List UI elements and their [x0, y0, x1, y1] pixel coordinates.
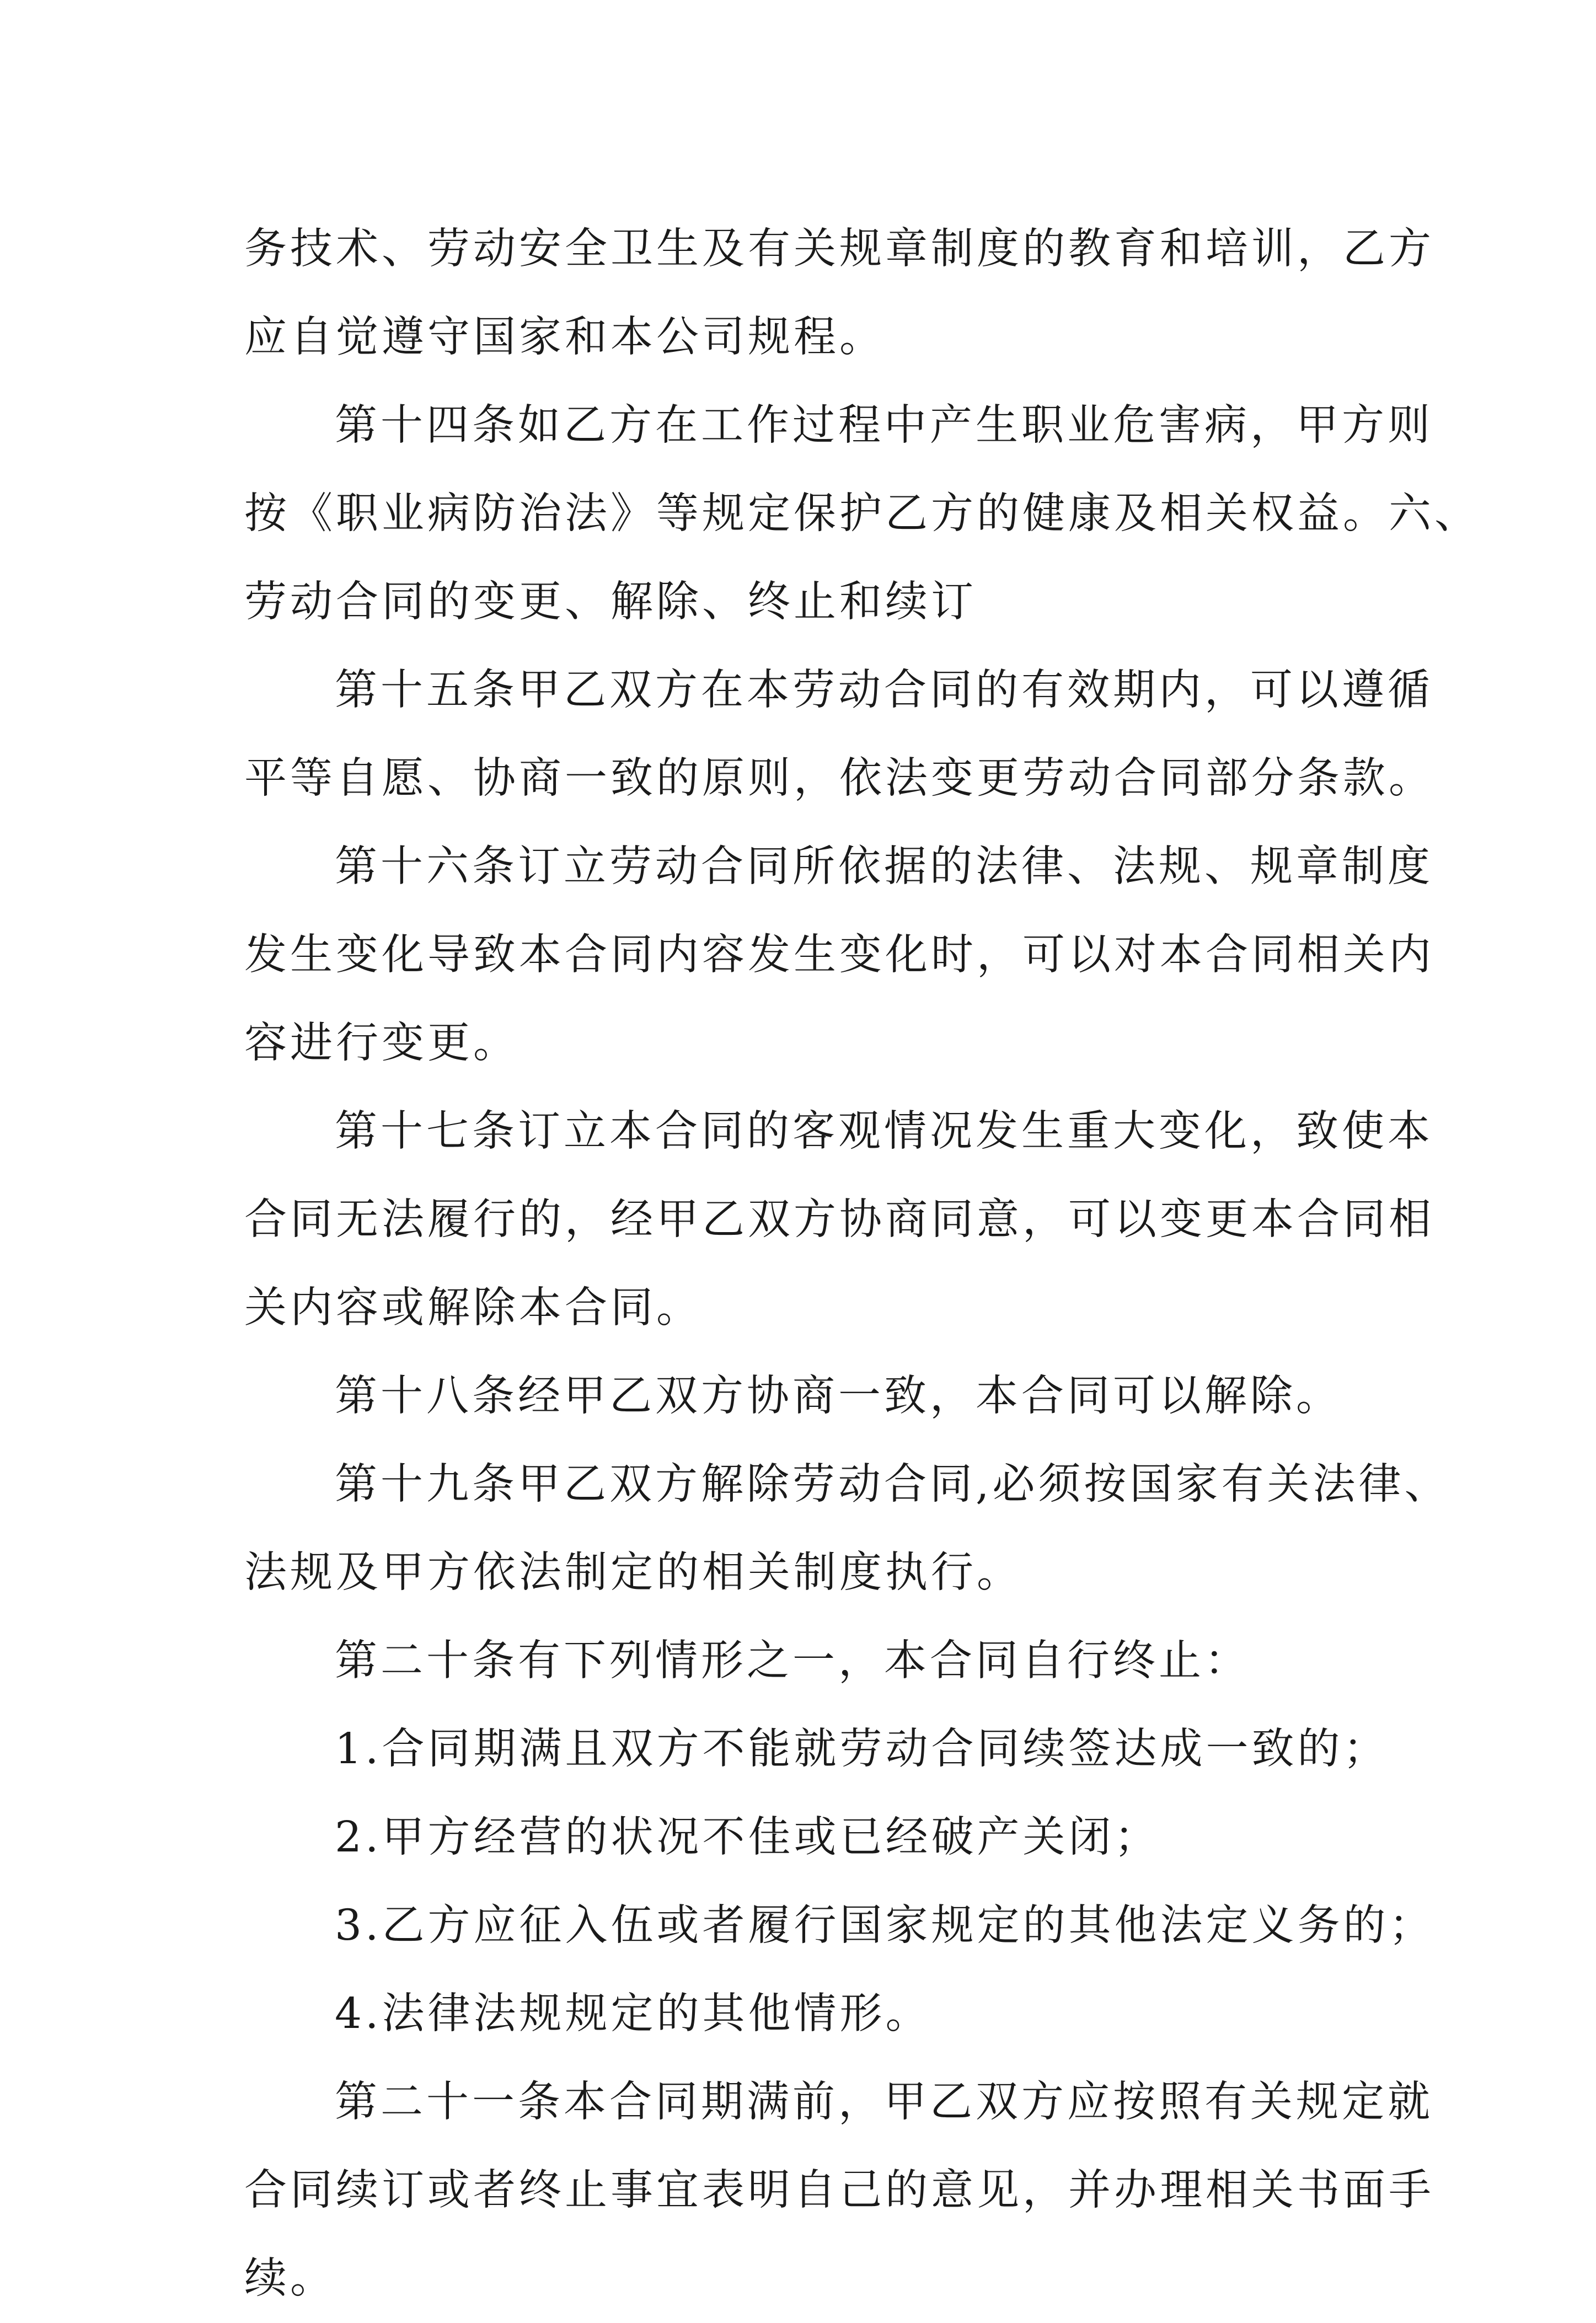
list-item: 1.合同期满且双方不能就劳动合同续签达成一致的； [335, 1725, 1389, 1774]
document-body [244, 205, 1480, 2323]
section-heading-line: 劳动合同的变更、解除、终止和续订 [244, 577, 977, 627]
list-item: 3.乙方应征入伍或者履行国家规定的其他法定义务的； [335, 1901, 1435, 1950]
text-line: 应自觉遵守国家和本公司规程。 [244, 313, 885, 362]
text-line: 第十六条订立劳动合同所依据的法律、法规、规章制度 [335, 842, 1433, 891]
text-line: 法规及甲方依法制定的相关制度执行。 [244, 1548, 1022, 1597]
list-item: 4.法律法规规定的其他情形。 [335, 1989, 931, 2038]
text-line: 第十五条甲乙双方在本劳动合同的有效期内，可以遵循 [335, 666, 1433, 715]
text-line: 第二十一条本合同期满前，甲乙双方应按照有关规定就 [335, 2078, 1433, 2127]
text-line: 务技术、劳动安全卫生及有关规章制度的教育和培训，乙方 [244, 224, 1434, 274]
text-line: 发生变化导致本合同内容发生变化时，可以对本合同相关内 [244, 930, 1434, 979]
text-line: 关内容或解除本合同。 [244, 1283, 702, 1332]
text-line: 容进行变更。 [244, 1019, 519, 1068]
text-line: 合同续订或者终止事宜表明自己的意见，并办理相关书面手 [244, 2166, 1434, 2215]
text-line: 第十八条经甲乙双方协商一致，本合同可以解除。 [335, 1372, 1342, 1421]
text-line: 第十七条订立本合同的客观情况发生重大变化，致使本 [335, 1107, 1433, 1156]
text-line: 第二十条有下列情形之一，本合同自行终止： [335, 1636, 1250, 1685]
text-line: 合同无法履行的，经甲乙双方协商同意，可以变更本合同相 [244, 1195, 1434, 1244]
text-line: 第十九条甲乙双方解除劳动合同,必须按国家有关法律、 [335, 1460, 1450, 1509]
text-line: 平等自愿、协商一致的原则，依法变更劳动合同部分条款。 [244, 754, 1434, 803]
text-line: 按《职业病防治法》等规定保护乙方的健康及相关权益。六、 [244, 489, 1480, 538]
text-line: 续。 [244, 2254, 336, 2303]
text-line: 第十四条如乙方在工作过程中产生职业危害病，甲方则 [335, 401, 1433, 450]
list-item: 2.甲方经营的状况不佳或已经破产关闭； [335, 1813, 1160, 1862]
